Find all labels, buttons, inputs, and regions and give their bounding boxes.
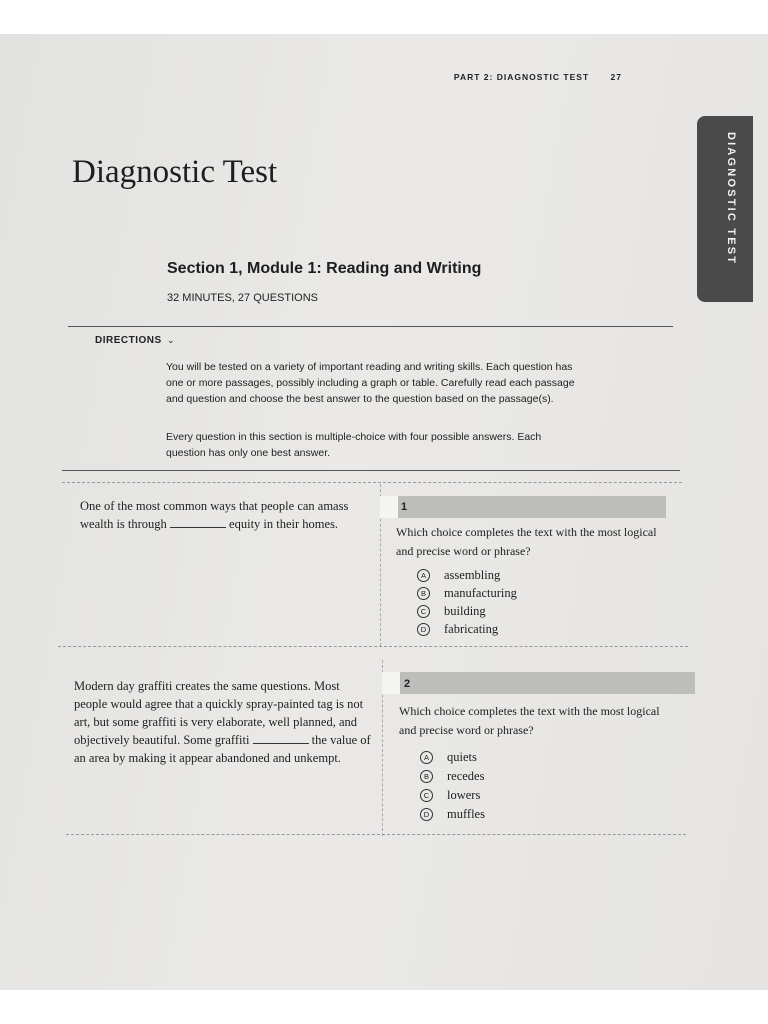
q2-passage-before: Modern day graffiti creates the same questions. Most people would agree that a quickly spray-painted tag is not art, but some graffiti is very elaborate, well planned, and objectively beautiful. Some graffiti [74,679,364,747]
q1-bubble-b[interactable]: B [417,587,430,600]
q1-passage [80,497,365,533]
section-subtitle: 32 MINUTES, 27 QUESTIONS [167,292,318,304]
q1-choice-c[interactable] [417,602,486,620]
q2-choice-c-text: lowers [447,788,481,802]
q2-blank [253,733,309,744]
q2-choice-a[interactable] [420,748,477,766]
q2-bubble-c[interactable]: C [420,789,433,802]
q2-choice-a-text: quiets [447,750,477,764]
q2-number: 2 [404,678,411,690]
page-title: Diagnostic Test [72,154,278,190]
book-page [0,34,768,990]
divider-bottom [62,470,680,471]
page-number: 27 [610,72,622,82]
directions-label [95,335,175,346]
directions-paragraph-2: Every question in this section is multiple-choice with four possible answers. Each question has only one best answer. [166,431,542,459]
q2-bottom-dashed-line [66,834,686,835]
q1-choice-b[interactable] [417,584,517,602]
directions-paragraph-1: You will be tested on a variety of important reading and writing skills. Each question has one or more passages, possibly including a graph or table. Carefully read each passage and question and choose the best answer to the question based on the passage(s). [166,361,575,405]
q2-bubble-b[interactable]: B [420,770,433,783]
q1-choice-a-text: assembling [444,568,501,582]
q1-choice-a[interactable] [417,566,500,584]
q1-passage-before: One of the most common ways that people can amass wealth is through [80,499,349,531]
q2-bubble-d[interactable]: D [420,808,433,821]
q1-bubble-d[interactable]: D [417,623,430,636]
q1-prompt: Which choice completes the text with the most logical and precise word or phrase? [396,525,657,558]
running-head [454,72,622,82]
side-tab-label: DIAGNOSTIC TEST [725,132,737,266]
section-title: Section 1, Module 1: Reading and Writing [167,260,482,277]
q2-choice-c[interactable] [420,786,480,804]
side-tab [697,116,753,302]
q1-bubble-c[interactable]: C [417,605,430,618]
q1-bubble-a[interactable]: A [417,569,430,582]
q1-number-bar [380,496,666,518]
q1-choice-d[interactable] [417,620,498,638]
q2-choice-d-text: muffles [447,807,485,821]
chevron-down-icon: ⌄ [166,335,175,345]
q1-top-dashed-line [62,482,682,483]
q2-top-dashed-line [58,646,688,647]
q2-bubble-a[interactable]: A [420,751,433,764]
q2-number-bar [382,672,695,694]
q2-passage [74,677,374,767]
q2-choice-d[interactable] [420,805,485,823]
q1-passage-after: equity in their homes. [229,517,339,531]
q1-choice-c-text: building [444,604,486,618]
directions-label-text: DIRECTIONS [95,335,162,346]
running-head-title: PART 2: DIAGNOSTIC TEST [453,72,590,82]
q1-choice-d-text: fabricating [444,622,499,636]
q1-choice-b-text: manufacturing [444,586,517,600]
divider-top [68,326,673,327]
q2-choice-b-text: recedes [447,769,485,783]
q1-blank [170,517,226,528]
q1-number: 1 [401,501,408,513]
q2-passage-after: the value of an area by making it appear abandoned and unkempt. [74,733,371,765]
q2-choice-b[interactable] [420,767,484,785]
q2-prompt: Which choice completes the text with the most logical and precise word or phrase? [399,704,660,737]
